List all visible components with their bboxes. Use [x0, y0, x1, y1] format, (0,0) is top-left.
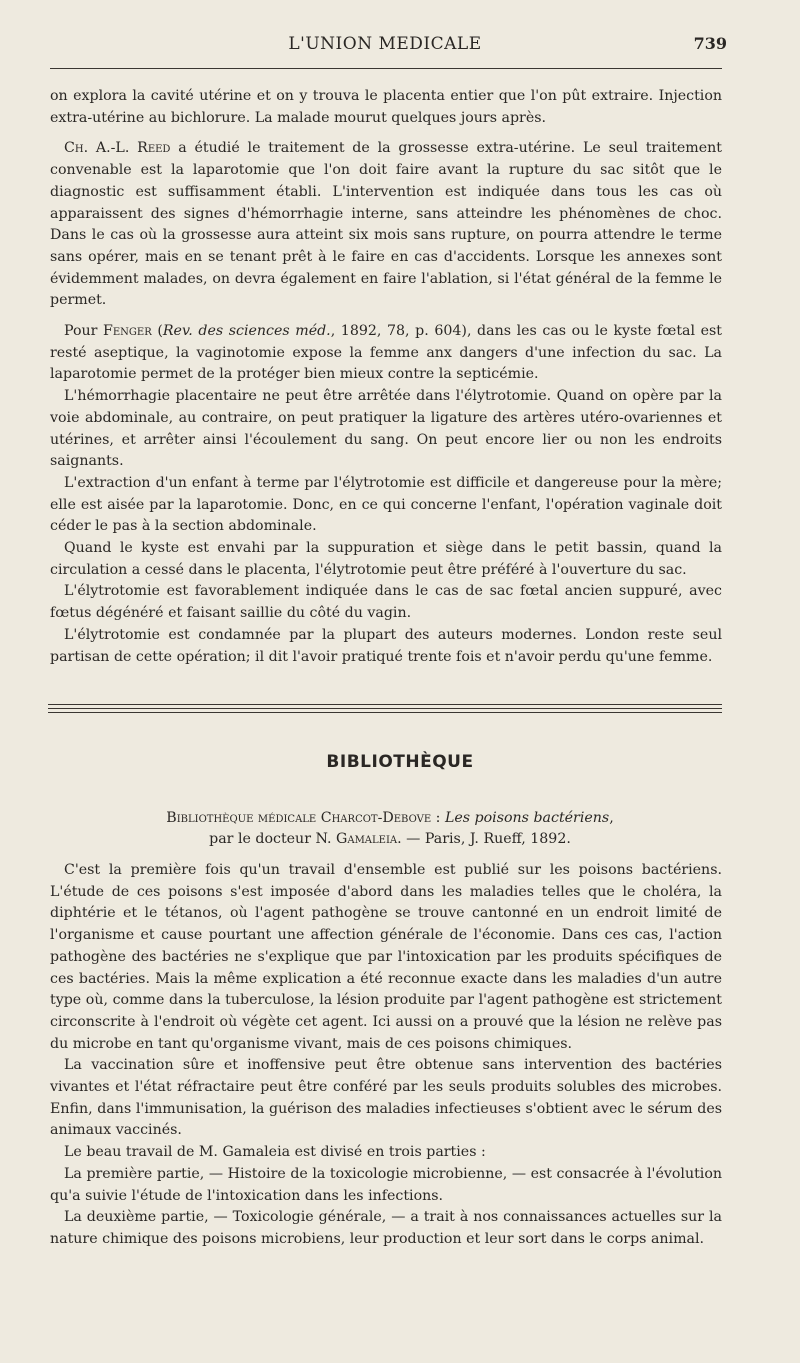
paragraph: La première partie, — Histoire de la toxicologie microbienne, — est consacrée à l'évolution qu'a suivie l'étude de l'intoxication dans les infections.: [50, 1165, 722, 1204]
paragraph: La deuxième partie, — Toxicologie générale, — a trait à nos connaissances actuelles sur la nature chimique des poisons microbiens, leur production et leur sort dans le corps animal.: [50, 1209, 722, 1247]
bibliographic-entry: [60, 808, 720, 850]
section-rule: [48, 708, 722, 709]
book-review: [50, 860, 722, 1251]
series-name: Bibliothèque médicale Charcot-Debove: [166, 810, 432, 826]
page-number: 739: [693, 34, 727, 53]
paragraph: La vaccination sûre et inoffensive peut être obtenue sans intervention des bactéries vivantes et l'état réfractaire peut être conféré par les seuls produits solubles des microbes. Enfin, dans l'immunisation, la guérison des maladies infectieuses s'obtient avec le sérum des animaux vaccinés.: [50, 1057, 722, 1139]
bib-line-2: [60, 829, 720, 850]
section-rule: [48, 712, 722, 713]
running-title: L'UNION MEDICALE: [288, 34, 482, 54]
paragraph: [50, 321, 722, 386]
author-name: Fenger: [103, 323, 152, 340]
paragraph-text: Pour: [64, 323, 104, 340]
section-rule: [48, 704, 722, 705]
paragraph: L'hémorrhagie placentaire ne peut être arrêtée dans l'élytrotomie. Quand on opère par la voie abdominale, au contraire, on peut pratiquer la ligature des artères utéro-ovariennes et utérines, et arrêter ainsi l'écoulement du sang. On peut encore lier ou non les endroits saignants.: [50, 388, 722, 470]
paragraph: Le beau travail de M. Gamaleia est divisé en trois parties :: [64, 1144, 486, 1161]
article-continuation: [50, 86, 722, 668]
header-rule: [50, 68, 722, 69]
paragraph: [50, 138, 722, 312]
paragraph: L'élytrotomie est favorablement indiquée dans le cas de sac fœtal ancien suppuré, avec fœtus dégénéré et faisant saillie du côté du vagin.: [50, 583, 722, 622]
bib-line-1: [60, 808, 720, 829]
author-name: Ch. A.-L. Reed: [64, 140, 171, 157]
paragraph-text: (: [151, 323, 163, 340]
paragraph: C'est la première fois qu'un travail d'ensemble est publié sur les poisons bactériens. L'étude de ces poisons s'est imposée d'abord dans les maladies telles que le choléra, la diphtérie et le tétanos, où l'agent pathogène se trouve cantonné en un endroit limité de l'organisme et cause pourtant une affection générale de l'économie. Dans ces cas, l'action pathogène des bactéries ne s'explique que par l'intoxication par les produits spécifiques de ces bactéries. Mais la même explication a été reconnue exacte dans les maladies d'un autre type où, comme dans la tuberculose, la lésion produite par l'agent pathogène est strictement circonscrite à l'endroit où végète cet agent. Ici aussi on a prouvé que la lésion ne relève pas du microbe en tant qu'organisme vivant, mais de ces poisons chimiques.: [50, 862, 722, 1052]
publisher-info: . — Paris, J. Rueff, 1892.: [397, 831, 571, 847]
book-author: N. Gamaleia: [315, 831, 398, 847]
bib-text: par le docteur: [209, 831, 316, 847]
paragraph-text: a étudié le traitement de la grossesse extra-utérine. Le seul traitement convenable est la laparotomie que l'on doit faire avant la rupture du sac sitôt que le diagnostic est suffisamment établi. L'intervention est indiquée dans tous les cas où apparaissent des signes d'hémorrhagie interne, sans atteindre les phénomènes de choc. Dans le cas où la grossesse aura atteint six mois sans rupture, on pourra attendre le terme sans opérer, mais en se tenant prêt à le faire en cas d'accidents. Lorsque les annexes sont évidemment malades, on devra également en faire l'ablation, si l'état général de la femme le permet.: [50, 140, 722, 309]
separator: :: [431, 810, 445, 826]
paragraph: on explora la cavité utérine et on y trouva le placenta entier que l'on pût extraire. Injection extra-utérine au bichlorure. La malade mourut quelques jours après.: [50, 88, 722, 126]
paragraph-text: , 1892, 78, p. 604), dans les cas ou le kyste fœtal est resté aseptique, la vaginotomie expose la femme anx dangers d'une infection du sac. La laparotomie permet de la protéger bien mieux contre la septicémie.: [50, 323, 722, 383]
paragraph: L'extraction d'un enfant à terme par l'élytrotomie est difficile et dangereuse pour la mère; elle est aisée par la laparotomie. Donc, en ce qui concerne l'enfant, l'opération vaginale doit céder le pas à la section abdominale.: [50, 474, 722, 535]
separator: ,: [609, 810, 614, 826]
journal-source: Rev. des sciences méd.: [162, 323, 331, 340]
running-header: [48, 34, 727, 58]
book-title: Les poisons bactériens: [444, 810, 610, 826]
paragraph: L'élytrotomie est condamnée par la plupart des auteurs modernes. London reste seul partisan de cette opération; il dit l'avoir pratiqué trente fois et n'avoir perdu qu'une femme.: [50, 626, 722, 665]
section-title: BIBLIOTHÈQUE: [326, 752, 474, 772]
paragraph: Quand le kyste est envahi par la suppuration et siège dans le petit bassin, quand la circulation a cessé dans le placenta, l'élytrotomie peut être préféré à l'ouverture du sac.: [50, 540, 722, 578]
